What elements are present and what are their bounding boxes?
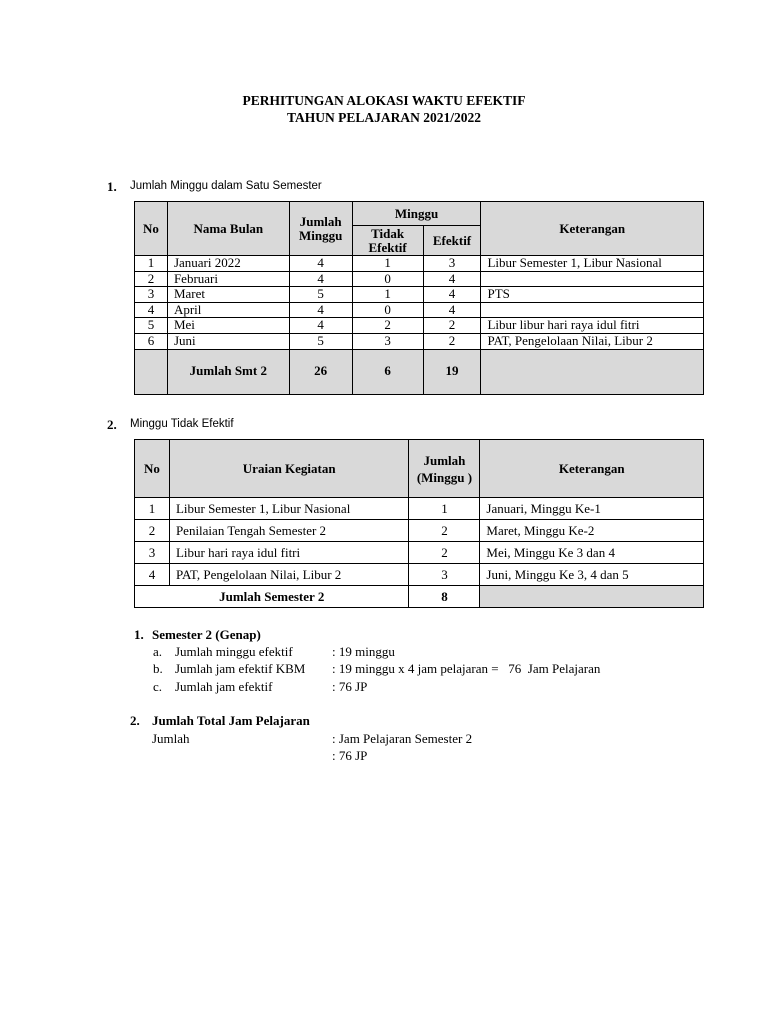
cell-efektif: 3: [423, 256, 481, 272]
cell-tidak-efektif: 3: [352, 333, 423, 349]
total-heading-number: 2.: [130, 713, 140, 728]
table-row: [135, 287, 704, 303]
cell-bulan: Juni: [167, 333, 289, 349]
table-row: [135, 318, 704, 334]
header-nama-bulan: Nama Bulan: [167, 202, 289, 256]
table-row: [135, 498, 704, 520]
cell-jumlah: 3: [409, 564, 480, 586]
cell-bulan: April: [167, 302, 289, 318]
weeks-per-semester-table: [134, 201, 704, 395]
cell-no: 3: [135, 542, 170, 564]
cell-tidak-efektif: 1: [352, 256, 423, 272]
total-label: Jumlah: [152, 731, 190, 746]
cell-keterangan: PAT, Pengelolaan Nilai, Libur 2: [481, 333, 704, 349]
month-rows: [135, 256, 704, 395]
cell-bulan: Maret: [167, 287, 289, 303]
cell-keterangan: Libur Semester 1, Libur Nasional: [481, 256, 704, 272]
item-letter: b.: [153, 661, 163, 676]
header-jumlah-minggu: Jumlah Minggu: [289, 202, 352, 256]
cell-jumlah: 4: [289, 318, 352, 334]
total-label: Jumlah Semester 2: [135, 586, 409, 608]
header-no: No: [135, 202, 168, 256]
total-row: [135, 586, 704, 608]
total-row: [135, 349, 704, 394]
cell-jumlah: 2: [409, 520, 480, 542]
cell-bulan: Januari 2022: [167, 256, 289, 272]
document-title: PERHITUNGAN ALOKASI WAKTU EFEKTIF: [242, 93, 526, 108]
cell-empty: [135, 349, 168, 394]
header-efektif: Efektif: [423, 226, 481, 256]
header-keterangan: Keterangan: [481, 202, 704, 256]
cell-efektif: 4: [423, 271, 481, 287]
table-row: [135, 564, 704, 586]
cell-no: 4: [135, 302, 168, 318]
cell-keterangan: [481, 302, 704, 318]
cell-jumlah: 2: [409, 542, 480, 564]
table-row: [135, 256, 704, 272]
semester-heading-number: 1.: [134, 627, 144, 642]
cell-keterangan: PTS: [481, 287, 704, 303]
cell-no: 6: [135, 333, 168, 349]
cell-jumlah: 4: [289, 256, 352, 272]
total-efektif: 19: [423, 349, 481, 394]
section1-number: 1.: [107, 179, 117, 194]
total-tidak-efektif: 6: [352, 349, 423, 394]
cell-keterangan: Maret, Minggu Ke-2: [480, 520, 704, 542]
cell-keterangan: Mei, Minggu Ke 3 dan 4: [480, 542, 704, 564]
cell-no: 1: [135, 498, 170, 520]
section2-number: 2.: [107, 417, 117, 432]
cell-efektif: 4: [423, 302, 481, 318]
cell-tidak-efektif: 0: [352, 271, 423, 287]
table-row: [135, 520, 704, 542]
cell-bulan: Mei: [167, 318, 289, 334]
cell-efektif: 4: [423, 287, 481, 303]
cell-jumlah: 4: [289, 271, 352, 287]
total-heading: Jumlah Total Jam Pelajaran: [152, 713, 310, 728]
total-jumlah: 26: [289, 349, 352, 394]
header-minggu: Minggu: [352, 202, 481, 226]
item-letter: c.: [153, 679, 163, 694]
item-value: : 76 JP: [332, 679, 368, 694]
cell-keterangan: Libur libur hari raya idul fitri: [481, 318, 704, 334]
cell-uraian: PAT, Pengelolaan Nilai, Libur 2: [169, 564, 409, 586]
cell-jumlah: 4: [289, 302, 352, 318]
cell-tidak-efektif: 2: [352, 318, 423, 334]
cell-jumlah: 1: [409, 498, 480, 520]
section2-label: Minggu Tidak Efektif: [130, 418, 234, 430]
table-row: [135, 333, 704, 349]
item-label: Jumlah jam efektif: [175, 679, 273, 694]
cell-efektif: 2: [423, 318, 481, 334]
cell-jumlah: 5: [289, 287, 352, 303]
table-row: [135, 271, 704, 287]
total-value-2: : 76 JP: [332, 748, 368, 763]
header-tidak-efektif: Tidak Efektif: [352, 226, 423, 256]
cell-no: 5: [135, 318, 168, 334]
cell-no: 2: [135, 271, 168, 287]
table-row: [135, 542, 704, 564]
item-value: : 19 minggu x 4 jam pelajaran = 76 Jam Pelajaran: [332, 661, 601, 676]
item-value: : 19 minggu: [332, 644, 395, 659]
cell-no: 1: [135, 256, 168, 272]
cell-uraian: Libur hari raya idul fitri: [169, 542, 409, 564]
document-subtitle: TAHUN PELAJARAN 2021/2022: [286, 110, 481, 125]
cell-keterangan: [481, 271, 704, 287]
cell-no: 4: [135, 564, 170, 586]
header-jumlah: Jumlah (Minggu ): [409, 440, 480, 498]
cell-uraian: Libur Semester 1, Libur Nasional: [169, 498, 409, 520]
cell-keterangan: Januari, Minggu Ke-1: [480, 498, 704, 520]
cell-empty: [481, 349, 704, 394]
item-label: Jumlah jam efektif KBM: [175, 661, 306, 676]
header-no: No: [135, 440, 170, 498]
cell-tidak-efektif: 0: [352, 302, 423, 318]
item-label: Jumlah minggu efektif: [175, 644, 293, 659]
total-jumlah: 8: [409, 586, 480, 608]
cell-no: 2: [135, 520, 170, 542]
cell-uraian: Penilaian Tengah Semester 2: [169, 520, 409, 542]
item-letter: a.: [153, 644, 163, 659]
semester-heading: Semester 2 (Genap): [152, 627, 261, 642]
cell-jumlah: 5: [289, 333, 352, 349]
cell-keterangan: Juni, Minggu Ke 3, 4 dan 5: [480, 564, 704, 586]
header-keterangan: Keterangan: [480, 440, 704, 498]
cell-bulan: Februari: [167, 271, 289, 287]
header-uraian: Uraian Kegiatan: [169, 440, 409, 498]
cell-efektif: 2: [423, 333, 481, 349]
total-value-1: : Jam Pelajaran Semester 2: [332, 731, 473, 746]
total-label: Jumlah Smt 2: [167, 349, 289, 394]
non-effective-weeks-table: [134, 439, 704, 608]
cell-no: 3: [135, 287, 168, 303]
cell-empty: [480, 586, 704, 608]
cell-tidak-efektif: 1: [352, 287, 423, 303]
table-row: [135, 302, 704, 318]
section1-label: Jumlah Minggu dalam Satu Semester: [130, 180, 322, 192]
